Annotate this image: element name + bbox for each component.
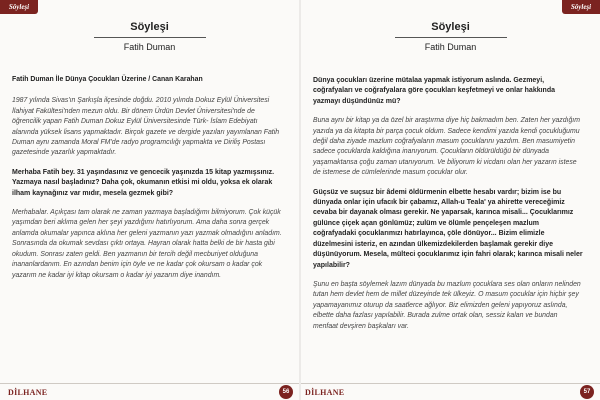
interview-answer: Şunu en başta söylemek lazım dünyada bu mazlum çocuklara ses olan onların nelinden tutan hem devlet hem de millet düzeyinde tek ülkeyiz. O masum çocuklar için hiçbir şey yapamayanımız oturup da saatlerce ağlıyor. Biz elimizden geleni yapıyoruz aslında, elbette daha fazlası yapılabilir. Burada zulme ortak olan, sessiz kalan ve bundan menfaat devşiren başkaları var.: [313, 280, 581, 330]
author-bio: 1987 yılında Sivas'ın Şarkışla ilçesinde doğdu. 2010 yılında Dokuz Eylül Üniversitesi İlahiyat Fakültesi'nden mezun oldu. Bir dönem Ürdün Devlet Üniversitesi'nde de öğrencilik yapan Fatih Duman Dokuz Eylül Üniversitesinde Türk- İslam Edebiyatı alanında yüksek lisans yapmaktadır. Birçok gazete ve dergide yazıları yayımlanan Fatih Duman aynı zamanda Moral FM'de radyo programcılığı yapmakta ve Diriliş Postası gazetesinde yazarlık yapmaktadır.: [12, 97, 280, 157]
author-name: Fatih Duman: [123, 42, 176, 52]
interview-answer: Buna aynı bir kitap ya da özel bir araştırma diye hiç bakmadım ben. Zaten her yazdığım yazıda ya da kitapta bir parça çocuk oldum. Sadece kendimi yazıda kendi çocukluğumu değil daha ziyade mazlum coğrafyaların masum çocuklarını yazdım. Ben masumiyetin sadece çocuklarda kaldığına inanıyorum. Çocukların öldürüldüğü bir dünyada yaşamaktansa çoğu zaman utanıyorum. Ve biliyorum ki vicdanı olan her yazarın istese de istemese de cümlelerinde masum çocuklar olur.: [313, 117, 580, 177]
page-number: 56: [279, 385, 293, 399]
page-footer: [0, 383, 299, 400]
header-divider: [395, 37, 507, 38]
article-body: [301, 52, 600, 332]
article-title: Fatih Duman İle Dünya Çocukları Üzerine / Canan Karahan: [12, 76, 203, 83]
interview-answer: Merhabalar. Açıkçası tam olarak ne zaman yazmaya başladığımı bilmiyorum. Çok küçük yaşımdan beri aklıma gelen her şeyi yazdığımı hatırlıyorum. Ama daha sonra gerçek anlamda okumalar yapınca aklına her geleni yazmanın yazı yazmak olmadığını anladım. Sonrasında da okumak sevdası çıktı ortaya. Hayran olarak hatta belki de bir hasta gibi okudum. Sonrası zaten geldi. Ben yazmanın bir tercih değil mecburiyet olduğuna inananlardanım. En azından benim için öyle ve ne kadar çok okursam o kadar çok yazarım ne kadar iyi kitap okursam o kadar iyi yazarım diye inandım.: [12, 209, 282, 279]
section-tab: Söyleşi: [0, 0, 38, 14]
page-header: [0, 0, 299, 52]
section-title: Söyleşi: [130, 21, 169, 33]
page-footer: [301, 383, 600, 400]
author-name: Fatih Duman: [424, 42, 477, 52]
header-divider: [94, 37, 206, 38]
interview-question: Merhaba Fatih bey. 31 yaşındasınız ve gencecik yaşınızda 15 kitap yazmışsınız. Yazmaya nasıl başladınız? Daha çok, okumanın etkisi mi oldu, yoksa ek olarak ilham kaynağınız var mıdır, mesela gezmek gibi?: [12, 168, 275, 197]
right-page: [301, 0, 600, 400]
left-page: [0, 0, 299, 400]
magazine-logo: DİLHANE: [8, 387, 48, 397]
page-header: [301, 0, 600, 52]
section-tab: Söyleşi: [562, 0, 600, 14]
magazine-logo: DİLHANE: [305, 387, 345, 397]
article-body: [0, 52, 299, 281]
interview-question: Dünya çocukları üzerine mütalaa yapmak istiyorum aslında. Gezmeyi, coğrafyaları ve coğrafyalara göre çocukları keşfetmeyi ve onlar hakkında yazmayı düşündünüz mü?: [313, 77, 556, 105]
interview-question: Güçsüz ve suçsuz bir âdemi öldürmenin elbette hesabı vardır; bizim ise bu dünyada onlar için ufacık bir çabamız, Allah-u Teala' ya ahirette vereceğimiz cevaba bir dayanak olması gerekir. Ne yaparsak, karınca misali... Çocuklarımız gülünce çiçek açan gönlümüz; zulüm ve ölümle pençeleşen mazlum coğrafyadaki çocuklarımızı hatırlayınca, çöle dönüyor... Bizim elimizle düzelmesini isteriz, en azından ülkemizdekilerden başlamak gerekir diye düşünüyorum. Mesela, mülteci çocuklarımız için fahri olarak; karınca misali neler yapılabilir?: [313, 188, 583, 269]
section-title: Söyleşi: [431, 21, 470, 33]
page-number: 57: [580, 385, 594, 399]
